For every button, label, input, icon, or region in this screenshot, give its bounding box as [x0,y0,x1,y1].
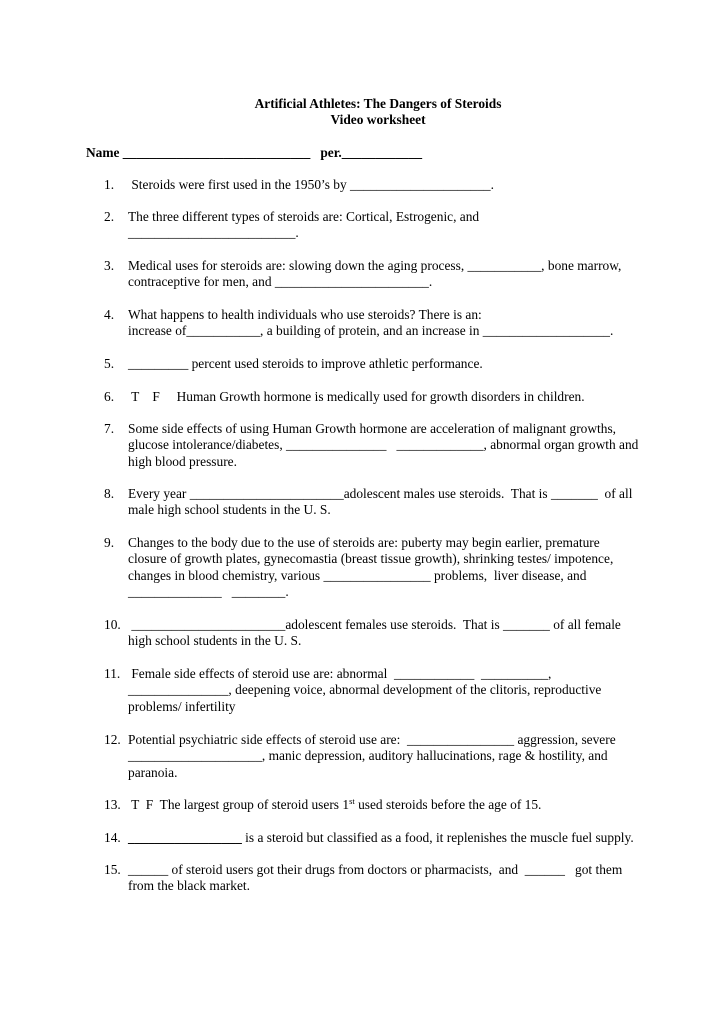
question-number: 7. [104,421,115,436]
question-line: contraceptive for men, and _______________________. [128,274,433,290]
question-text [128,258,684,291]
question-line: The three different types of steroids are: Cortical, Estrogenic, and [128,209,480,224]
question-line: problems/ infertility [128,698,236,714]
question-13 [104,797,684,813]
question-text [128,421,684,470]
question-number: 6. [104,389,115,404]
question-number: 2. [104,209,115,224]
question-number: 9. [104,535,115,550]
question-text-part: T F The largest group of steroid users 1 [128,797,350,812]
worksheet-title: Artificial Athletes: The Dangers of Steroids [254,96,502,111]
question-line: increase of___________, a building of protein, and an increase in ___________________. [128,323,614,339]
question-text [128,389,684,405]
question-number: 1. [104,177,115,192]
question-11 [104,666,684,715]
question-text-part: used steroids before the age of 15. [354,797,542,812]
question-line: glucose intolerance/diabetes, _______________ _____________, abnormal organ growth and [128,437,639,453]
answer-blank: _________________ [128,830,242,845]
question-1 [104,177,684,193]
question-text [128,307,684,340]
question-line: Every year _______________________adolescent males use steroids. That is _______ of all [128,486,633,501]
question-3 [104,258,684,291]
question-14 [104,830,684,846]
question-2 [104,209,684,242]
question-number: 3. [104,258,115,273]
question-12 [104,732,684,781]
question-line: from the black market. [128,878,250,894]
question-text [128,209,684,242]
question-line: high school students in the U. S. [128,633,302,649]
question-line: Steroids were first used in the 1950’s by _____________________. [128,177,494,192]
question-9 [104,535,684,600]
question-10 [104,617,684,650]
question-text [128,177,684,193]
question-7 [104,421,684,470]
question-5 [104,356,684,372]
question-number: 10. [104,617,121,632]
question-line: Potential psychiatric side effects of steroid use are: ________________ aggression, severe [128,732,616,747]
question-line: closure of growth plates, gynecomastia (breast tissue growth), shrinking testes/ impotence, [128,551,614,567]
question-line: _______________, deepening voice, abnormal development of the clitoris, reproductive [128,682,602,698]
question-line: Medical uses for steroids are: slowing down the aging process, ___________, bone marrow, [128,258,622,273]
question-number: 4. [104,307,115,322]
question-number: 14. [104,830,121,845]
question-number: 12. [104,732,121,747]
question-line: T F Human Growth hormone is medically used for growth disorders in children. [128,389,585,404]
ordinal-suffix: st [349,796,355,806]
question-text [128,862,684,895]
question-line: _______________________adolescent females use steroids. That is _______ of all female [128,617,621,632]
question-line: ______________ ________. [128,583,289,599]
question-line [128,830,684,846]
question-number: 11. [104,666,121,681]
question-text [128,830,684,846]
question-text [128,617,684,650]
question-line: ______ of steroid users got their drugs from doctors or pharmacists, and ______ got them [128,862,623,877]
question-line: high blood pressure. [128,453,237,469]
question-text [128,486,684,519]
question-line: Changes to the body due to the use of steroids are: puberty may begin earlier, premature [128,535,600,550]
question-8 [104,486,684,519]
question-line: _________ percent used steroids to improve athletic performance. [128,356,483,371]
question-text [128,535,684,600]
question-15 [104,862,684,895]
worksheet-subtitle: Video worksheet [330,112,426,127]
question-text [128,666,684,715]
question-4 [104,307,684,340]
question-line: _________________________. [128,225,299,241]
question-line: changes in blood chemistry, various ________________ problems, liver disease, and [128,567,587,583]
question-text [128,732,684,781]
question-number: 8. [104,486,115,501]
question-line: male high school students in the U. S. [128,502,331,518]
question-line [128,797,684,813]
question-number: 5. [104,356,115,371]
question-line: Some side effects of using Human Growth hormone are acceleration of malignant growths, [128,421,616,436]
question-line: ____________________, manic depression, auditory hallucinations, rage & hostility, and [128,748,608,764]
question-text [128,797,684,813]
question-number: 15. [104,862,121,877]
question-number: 13. [104,797,121,812]
question-line: paranoia. [128,764,178,780]
name-period-line: Name ____________________________ per.____________ [86,145,423,160]
question-line: What happens to health individuals who use steroids? There is an: [128,307,482,322]
question-line: Female side effects of steroid use are: abnormal ____________ __________, [128,666,552,681]
question-6 [104,389,684,405]
question-text-part: is a steroid but classified as a food, it replenishes the muscle fuel supply. [241,830,634,845]
question-text [128,356,684,372]
